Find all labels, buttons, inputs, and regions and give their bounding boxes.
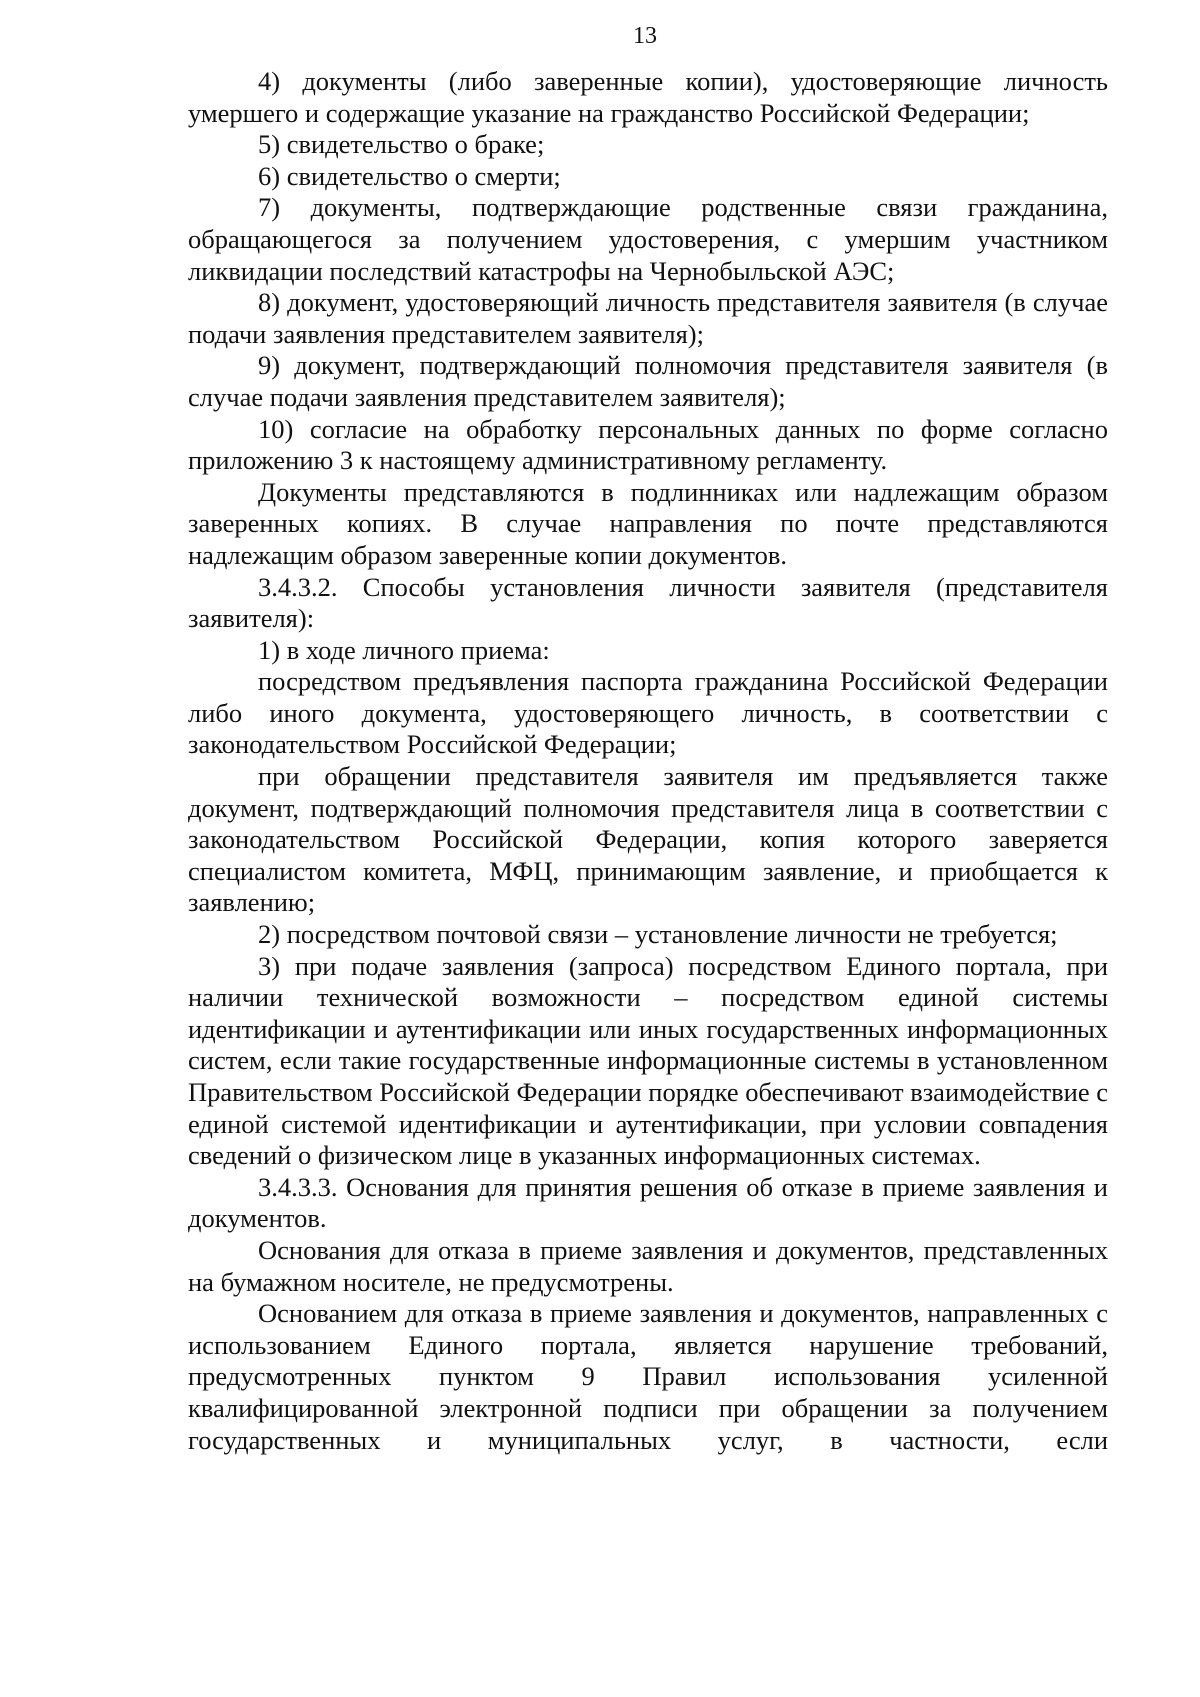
paragraph-documents-form: Документы представляются в подлинниках или надлежащим образом заверенных копиях. В случае направления по почте представляются надлежащим образом заверенные копии документов. [188,476,1108,570]
paragraph-postal: 2) посредством почтовой связи – установление личности не требуется; [258,919,1058,950]
paragraph-item-6: 6) свидетельство о смерти; [258,160,561,191]
paragraph-section-3-4-3-2: 3.4.3.2. Способы установления личности заявителя (представителя заявителя): [188,571,1108,634]
paragraph-passport: посредством предъявления паспорта гражданина Российской Федерации либо иного документа, удостоверяющего личность, в соответствии с законодательством Российской Федерации; [188,666,1108,760]
paragraph-paper-refusal: Основания для отказа в приеме заявления и документов, представленных на бумажном носителе, не предусмотрены. [188,1234,1108,1297]
paragraph-section-3-4-3-3: 3.4.3.3. Основания для принятия решения об отказе в приеме заявления и документов. [188,1171,1108,1234]
paragraph-representative: при обращении представителя заявителя им предъявляется также документ, подтверждающий полномочия представителя лица в соответствии с законодательством Российской Федерации, копия которого заверяется специалистом комитета, МФЦ, принимающим заявление, и приобщается к заявлению; [188,761,1108,918]
paragraph-portal-refusal: Основанием для отказа в приеме заявления и документов, направленных с использованием Единого портала, является нарушение требований, предусмотренных пунктом 9 Правил использования усиленной квалифицированной электронной подписи при обращении за получением государственных и муниципальных услуг, в частности, если [188,1298,1108,1455]
paragraph-item-10: 10) согласие на обработку персональных данных по форме согласно приложению 3 к настоящему административному регламенту. [188,413,1108,476]
paragraph-item-8: 8) документ, удостоверяющий личность представителя заявителя (в случае подачи заявления представителем заявителя); [188,287,1108,349]
paragraph-item-7: 7) документы, подтверждающие родственные связи гражданина, обращающегося за получением удостоверения, с умершим участником ликвидации последствий катастрофы на Чернобыльской АЭС; [188,192,1108,286]
paragraph-personal-reception: 1) в ходе личного приема: [258,634,550,665]
paragraph-item-4: 4) документы (либо заверенные копии), удостоверяющие личность умершего и содержащие указание на гражданство Российской Федерации; [188,66,1108,128]
paragraph-unified-portal: 3) при подаче заявления (запроса) посредством Единого портала, при наличии технической возможности – посредством единой системы идентификации и аутентификации или иных государственных информационных систем, если такие государственные информационные системы в установленном Правительством Российской Федерации порядке обеспечивают взаимодействие с единой системой идентификации и аутентификации, при условии совпадения сведений о физическом лице в указанных информационных системах. [188,950,1108,1171]
page-number: 13 [633,23,657,49]
paragraph-item-5: 5) свидетельство о браке; [258,129,545,160]
document-body [188,66,1108,1456]
paragraph-item-9: 9) документ, подтверждающий полномочия представителя заявителя (в случае подачи заявления представителем заявителя); [188,350,1108,412]
